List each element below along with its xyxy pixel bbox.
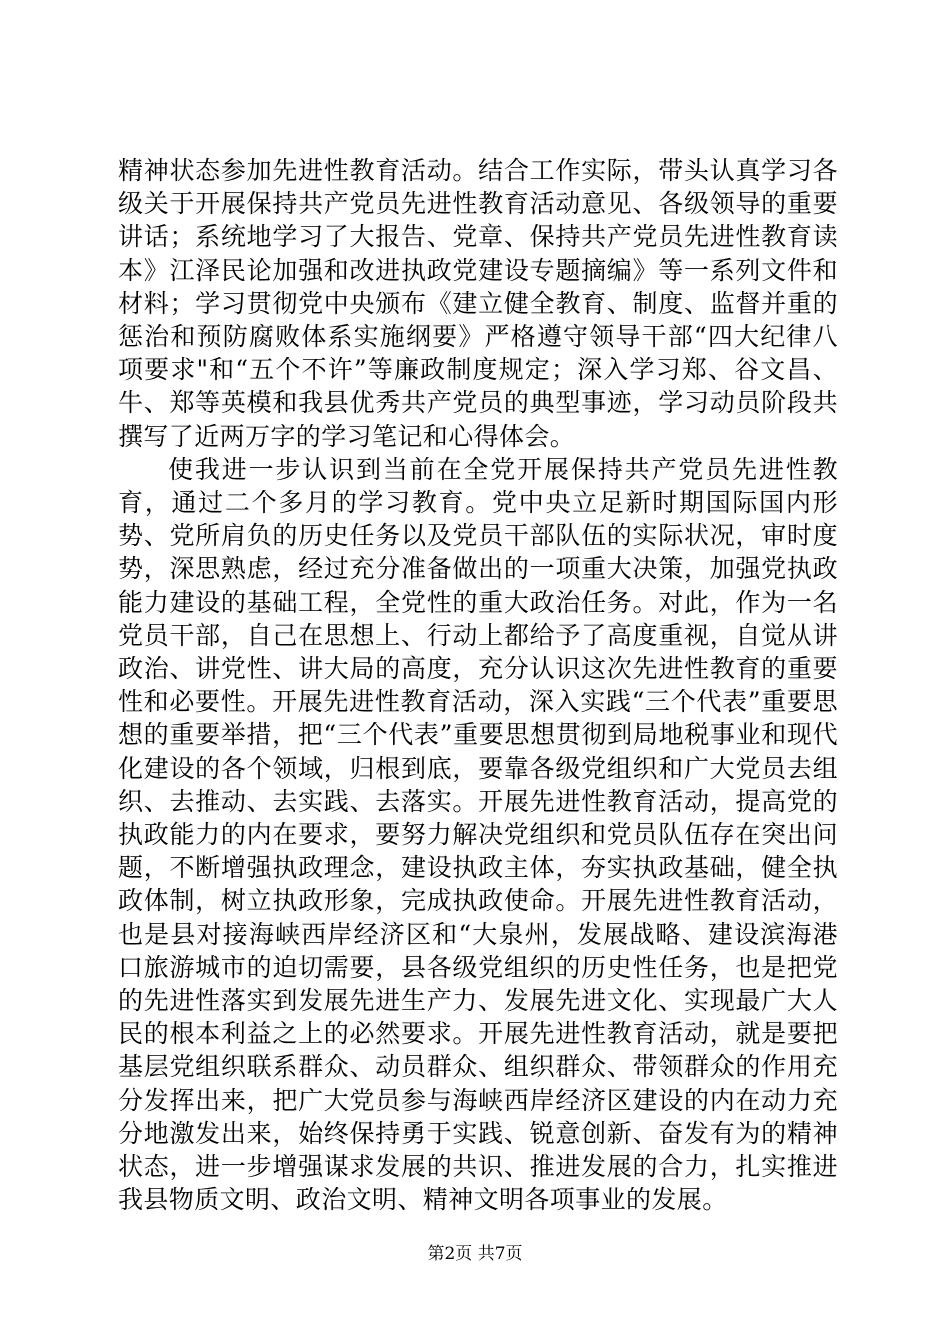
document-body xyxy=(118,154,838,1217)
page-number-footer: 第2页 共7页 xyxy=(427,1244,523,1264)
paragraph-understanding: 使我进一步认识到当前在全党开展保持共产党员先进性教育，通过二个多月的学习教育。党中央立足新时期国际国内形势、党所肩负的历史任务以及党员干部队伍的实际状况，审时度势，深思熟虑，经过充分准备做出的一项重大决策，加强党执政能力建设的基础工程，全党性的重大政治任务。对此，作为一名党员干部，自己在思想上、行动上都给予了高度重视，自觉从讲政治、讲党性、讲大局的高度，充分认识这次先进性教育的重要性和必要性。开展先进性教育活动，深入实践“三个代表”重要思想的重要举措，把“三个代表”重要思想贯彻到局地税事业和现代化建设的各个领域，归根到底，要靠各级党组织和广大党员去组织、去推动、去实践、去落实。开展先进性教育活动，提高党的执政能力的内在要求，要努力解决党组织和党员队伍存在突出问题，不断增强执政理念，建设执政主体，夯实执政基础，健全执政体制，树立执政形象，完成执政使命。开展先进性教育活动，也是县对接海峡西岸经济区和“大泉州，发展战略、建设滨海港口旅游城市的迫切需要，县各级党组织的历史性任务，也是把党的先进性落实到发展先进生产力、发展先进文化、实现最广大人民的根本利益之上的必然要求。开展先进性教育活动，就是要把基层党组织联系群众、动员群众、组织群众、带领群众的作用充分发挥出来，把广大党员参与海峡西岸经济区建设的内在动力充分地激发出来，始终保持勇于实践、锐意创新、奋发有为的精神状态，进一步增强谋求发展的共识、推进发展的合力，扎实推进我县物质文明、政治文明、精神文明各项事业的发展。 xyxy=(118,454,838,1215)
paragraph-continuation: 精神状态参加先进性教育活动。结合工作实际，带头认真学习各级关于开展保持共产党员先进性教育活动意见、各级领导的重要讲话；系统地学习了大报告、党章、保持共产党员先进性教育读本》江泽民论加强和改进执政党建设专题摘编》等一系列文件和材料；学习贯彻党中央颁布《建立健全教育、制度、监督并重的惩治和预防腐败体系实施纲要》严格遵守领导干部“四大纪律八项要求"和“五个不许”等廉政制度规定；深入学习郑、谷文昌、牛、郑等英模和我县优秀共产党员的典型事迹，学习动员阶段共撰写了近两万字的学习笔记和心得体会。 xyxy=(118,156,838,451)
